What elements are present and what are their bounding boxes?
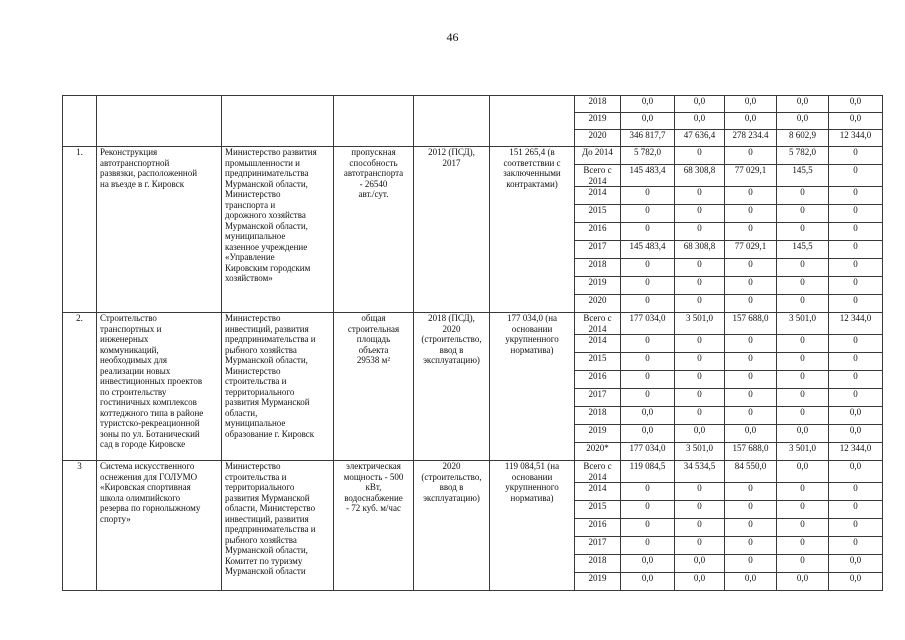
value-cell: 145 483,4 bbox=[621, 165, 675, 187]
value-cell: 0 bbox=[829, 501, 883, 519]
year-cell: До 2014 bbox=[575, 147, 621, 165]
year-cell: 2017 bbox=[575, 537, 621, 555]
value-cell: 157 688,0 bbox=[725, 313, 777, 335]
num-cell bbox=[63, 96, 97, 147]
value-cell: 0 bbox=[621, 335, 675, 353]
value-cell: 0 bbox=[829, 187, 883, 205]
value-cell: 0 bbox=[725, 371, 777, 389]
year-cell: Всего с 2014 bbox=[575, 461, 621, 483]
value-cell: 0 bbox=[829, 165, 883, 187]
value-cell: 8 602,9 bbox=[777, 130, 829, 147]
year-cell: 2017 bbox=[575, 241, 621, 259]
value-cell: 3 501,0 bbox=[675, 313, 725, 335]
value-cell: 0 bbox=[777, 537, 829, 555]
value-cell: 3 501,0 bbox=[777, 313, 829, 335]
value-cell: 0 bbox=[777, 335, 829, 353]
value-cell: 0 bbox=[725, 147, 777, 165]
value-cell: 0,0 bbox=[621, 425, 675, 443]
year-cell: 2014 bbox=[575, 187, 621, 205]
value-cell: 0,0 bbox=[675, 425, 725, 443]
estimated-cost: 119 084,51 (на основании укрупненного норматива) bbox=[490, 461, 575, 591]
value-cell: 0 bbox=[675, 187, 725, 205]
value-cell: 0,0 bbox=[777, 461, 829, 483]
value-cell: 0 bbox=[725, 389, 777, 407]
value-cell: 145 483,4 bbox=[621, 241, 675, 259]
year-cell: 2018 bbox=[575, 407, 621, 425]
value-cell: 0 bbox=[621, 501, 675, 519]
value-cell: 34 534,5 bbox=[675, 461, 725, 483]
value-cell: 3 501,0 bbox=[675, 443, 725, 461]
value-cell: 5 782,0 bbox=[777, 147, 829, 165]
value-cell: 0 bbox=[777, 371, 829, 389]
value-cell: 0 bbox=[829, 537, 883, 555]
year-cell: 2014 bbox=[575, 483, 621, 501]
value-cell: 0 bbox=[675, 407, 725, 425]
year-cell: 2020 bbox=[575, 295, 621, 313]
value-cell: 5 782,0 bbox=[621, 147, 675, 165]
value-cell: 0,0 bbox=[621, 573, 675, 591]
year-cell: 2016 bbox=[575, 519, 621, 537]
value-cell: 0 bbox=[777, 223, 829, 241]
value-cell: 0 bbox=[621, 537, 675, 555]
project-number: 3 bbox=[63, 461, 97, 591]
value-cell: 0 bbox=[621, 259, 675, 277]
value-cell: 12 344,0 bbox=[829, 130, 883, 147]
value-cell: 0 bbox=[675, 501, 725, 519]
value-cell: 177 034,0 bbox=[621, 313, 675, 335]
value-cell: 0 bbox=[725, 205, 777, 223]
value-cell: 0,0 bbox=[829, 425, 883, 443]
value-cell: 0,0 bbox=[829, 461, 883, 483]
value-cell: 0,0 bbox=[675, 96, 725, 113]
year-cell: Всего с 2014 bbox=[575, 313, 621, 335]
value-cell: 0 bbox=[725, 353, 777, 371]
value-cell: 0,0 bbox=[777, 573, 829, 591]
project-name: Строительство транспортных и инженерных коммуникаций, необходимых для реализации новых инвестиционных проектов по строительству гостиничных комплексов коттеджного типа в районе туристско-рекреационной зоны по ул. Ботанический сад в городе Кировске bbox=[97, 313, 222, 461]
value-cell: 3 501,0 bbox=[777, 443, 829, 461]
value-cell: 0 bbox=[621, 353, 675, 371]
project-capacity: электрическая мощность - 500 кВт, водоснабжение - 72 куб. м/час bbox=[334, 461, 414, 591]
value-cell: 0,0 bbox=[777, 96, 829, 113]
value-cell: 0 bbox=[725, 259, 777, 277]
value-cell: 0 bbox=[621, 371, 675, 389]
year-cell: 2019 bbox=[575, 425, 621, 443]
name-cell bbox=[97, 96, 222, 147]
value-cell: 77 029,1 bbox=[725, 165, 777, 187]
value-cell: 0 bbox=[675, 277, 725, 295]
value-cell: 278 234.4 bbox=[725, 130, 777, 147]
estimated-cost: 177 034,0 (на основании укрупненного норматива) bbox=[490, 313, 575, 461]
value-cell: 0 bbox=[675, 483, 725, 501]
table-row bbox=[63, 147, 883, 165]
value-cell: 0 bbox=[777, 295, 829, 313]
value-cell: 0,0 bbox=[621, 113, 675, 130]
value-cell: 145,5 bbox=[777, 241, 829, 259]
table-row bbox=[63, 313, 883, 335]
value-cell: 177 034,0 bbox=[621, 443, 675, 461]
value-cell: 0 bbox=[725, 483, 777, 501]
value-cell: 0 bbox=[621, 205, 675, 223]
value-cell: 0,0 bbox=[725, 425, 777, 443]
value-cell: 0 bbox=[725, 223, 777, 241]
value-cell: 346 817,7 bbox=[621, 130, 675, 147]
responsible-executors: Министерство строительства и территориального развития Мурманской области, Министерство инвестиций, развития предпринимательства и рыбного хозяйства Мурманской области, Комитет по туризму Мурманской области bbox=[222, 461, 334, 591]
value-cell: 0 bbox=[725, 519, 777, 537]
year-cell: 2020 bbox=[575, 130, 621, 147]
year-cell: 2016 bbox=[575, 371, 621, 389]
value-cell: 0 bbox=[777, 187, 829, 205]
year-cell: 2015 bbox=[575, 353, 621, 371]
implementation-period: 2020 (строительство, ввод в эксплуатацию) bbox=[414, 461, 490, 591]
value-cell: 0 bbox=[725, 537, 777, 555]
value-cell: 0,0 bbox=[829, 555, 883, 573]
value-cell: 0 bbox=[829, 259, 883, 277]
value-cell: 68 308,8 bbox=[675, 165, 725, 187]
project-number: 2. bbox=[63, 313, 97, 461]
value-cell: 0 bbox=[777, 205, 829, 223]
value-cell: 0 bbox=[829, 335, 883, 353]
value-cell: 0,0 bbox=[725, 573, 777, 591]
value-cell: 0 bbox=[829, 295, 883, 313]
value-cell: 0 bbox=[725, 407, 777, 425]
year-cell: 2018 bbox=[575, 96, 621, 113]
value-cell: 0,0 bbox=[725, 113, 777, 130]
implementation-period: 2012 (ПСД), 2017 bbox=[414, 147, 490, 313]
value-cell: 0 bbox=[725, 335, 777, 353]
responsible-executors: Министерство инвестиций, развития предпринимательства и рыбного хозяйства Мурманской области, Министерство строительства и территориального развития Мурманской области, муниципальное образование г. Кировск bbox=[222, 313, 334, 461]
year-cell: 2014 bbox=[575, 335, 621, 353]
value-cell: 0 bbox=[725, 277, 777, 295]
capacity-cell bbox=[334, 96, 414, 147]
year-cell: 2019 bbox=[575, 573, 621, 591]
project-capacity: общая строительная площадь объекта 29538 м² bbox=[334, 313, 414, 461]
project-name: Система искусственного оснежения для ГОЛУМО «Кировская спортивная школа олимпийского резерва по горнолыжному спорту» bbox=[97, 461, 222, 591]
value-cell: 12 344,0 bbox=[829, 443, 883, 461]
value-cell: 77 029,1 bbox=[725, 241, 777, 259]
value-cell: 0,0 bbox=[777, 113, 829, 130]
value-cell: 0 bbox=[675, 389, 725, 407]
value-cell: 0 bbox=[829, 205, 883, 223]
year-cell: 2017 bbox=[575, 389, 621, 407]
value-cell: 0,0 bbox=[829, 96, 883, 113]
value-cell: 0 bbox=[777, 259, 829, 277]
cost-cell bbox=[490, 96, 575, 147]
value-cell: 0,0 bbox=[675, 113, 725, 130]
value-cell: 0 bbox=[777, 407, 829, 425]
value-cell: 0 bbox=[777, 483, 829, 501]
value-cell: 0 bbox=[675, 205, 725, 223]
table-row bbox=[63, 461, 883, 483]
value-cell: 0 bbox=[675, 147, 725, 165]
page-number: 46 bbox=[446, 30, 459, 44]
value-cell: 0,0 bbox=[675, 555, 725, 573]
value-cell: 0 bbox=[777, 519, 829, 537]
value-cell: 0 bbox=[621, 295, 675, 313]
value-cell: 0 bbox=[675, 259, 725, 277]
estimated-cost: 151 265,4 (в соответствии с заключенными контрактами) bbox=[490, 147, 575, 313]
value-cell: 0 bbox=[725, 501, 777, 519]
year-cell: 2018 bbox=[575, 259, 621, 277]
value-cell: 0 bbox=[777, 353, 829, 371]
value-cell: 0 bbox=[829, 277, 883, 295]
value-cell: 84 550,0 bbox=[725, 461, 777, 483]
value-cell: 0,0 bbox=[621, 407, 675, 425]
investment-projects-table bbox=[62, 95, 883, 591]
value-cell: 157 688,0 bbox=[725, 443, 777, 461]
value-cell: 0 bbox=[621, 223, 675, 241]
value-cell: 0,0 bbox=[621, 555, 675, 573]
value-cell: 119 084,5 bbox=[621, 461, 675, 483]
year-cell: 2018 bbox=[575, 555, 621, 573]
project-number: 1. bbox=[63, 147, 97, 313]
value-cell: 0 bbox=[621, 277, 675, 295]
value-cell: 0 bbox=[675, 353, 725, 371]
value-cell: 0 bbox=[829, 223, 883, 241]
table-row bbox=[63, 96, 883, 113]
value-cell: 0,0 bbox=[829, 573, 883, 591]
value-cell: 0 bbox=[675, 295, 725, 313]
value-cell: 0 bbox=[829, 519, 883, 537]
value-cell: 0 bbox=[725, 295, 777, 313]
value-cell: 0 bbox=[675, 537, 725, 555]
value-cell: 68 308,8 bbox=[675, 241, 725, 259]
value-cell: 0 bbox=[675, 335, 725, 353]
implementation-period: 2018 (ПСД), 2020 (строительство, ввод в эксплуатацию) bbox=[414, 313, 490, 461]
value-cell: 0 bbox=[675, 223, 725, 241]
value-cell: 0 bbox=[777, 389, 829, 407]
value-cell: 0,0 bbox=[675, 573, 725, 591]
value-cell: 0 bbox=[829, 389, 883, 407]
year-cell: 2019 bbox=[575, 113, 621, 130]
value-cell: 0 bbox=[621, 187, 675, 205]
value-cell: 0 bbox=[777, 501, 829, 519]
year-cell: 2020* bbox=[575, 443, 621, 461]
value-cell: 0 bbox=[621, 483, 675, 501]
responsible-executors: Министерство развития промышленности и предпринимательства Мурманской области, Министерство транспорта и дорожного хозяйства Мурманской области, муниципальное казенное учреждение «Управление Кировским городским хозяйством» bbox=[222, 147, 334, 313]
value-cell: 0 bbox=[621, 519, 675, 537]
value-cell: 0,0 bbox=[829, 113, 883, 130]
value-cell: 0,0 bbox=[621, 96, 675, 113]
value-cell: 0 bbox=[829, 353, 883, 371]
value-cell: 0 bbox=[829, 483, 883, 501]
project-name: Реконструкция автотранспортной развязки, расположенной на въезде в г. Кировск bbox=[97, 147, 222, 313]
value-cell: 145,5 bbox=[777, 165, 829, 187]
period-cell bbox=[414, 96, 490, 147]
value-cell: 0 bbox=[725, 187, 777, 205]
value-cell: 0 bbox=[621, 389, 675, 407]
value-cell: 0 bbox=[675, 371, 725, 389]
responsible-cell bbox=[222, 96, 334, 147]
value-cell: 0 bbox=[829, 371, 883, 389]
project-capacity: пропускная способность автотранспорта - 26540 авт./сут. bbox=[334, 147, 414, 313]
value-cell: 0 bbox=[675, 519, 725, 537]
value-cell: 0 bbox=[725, 555, 777, 573]
value-cell: 47 636,4 bbox=[675, 130, 725, 147]
value-cell: 0 bbox=[777, 277, 829, 295]
year-cell: 2019 bbox=[575, 277, 621, 295]
value-cell: 12 344,0 bbox=[829, 313, 883, 335]
value-cell: 0,0 bbox=[829, 407, 883, 425]
year-cell: 2015 bbox=[575, 501, 621, 519]
year-cell: 2015 bbox=[575, 205, 621, 223]
year-cell: Всего с 2014 bbox=[575, 165, 621, 187]
value-cell: 0,0 bbox=[777, 425, 829, 443]
year-cell: 2016 bbox=[575, 223, 621, 241]
value-cell: 0,0 bbox=[725, 96, 777, 113]
value-cell: 0 bbox=[777, 555, 829, 573]
value-cell: 0 bbox=[829, 147, 883, 165]
value-cell: 0 bbox=[829, 241, 883, 259]
